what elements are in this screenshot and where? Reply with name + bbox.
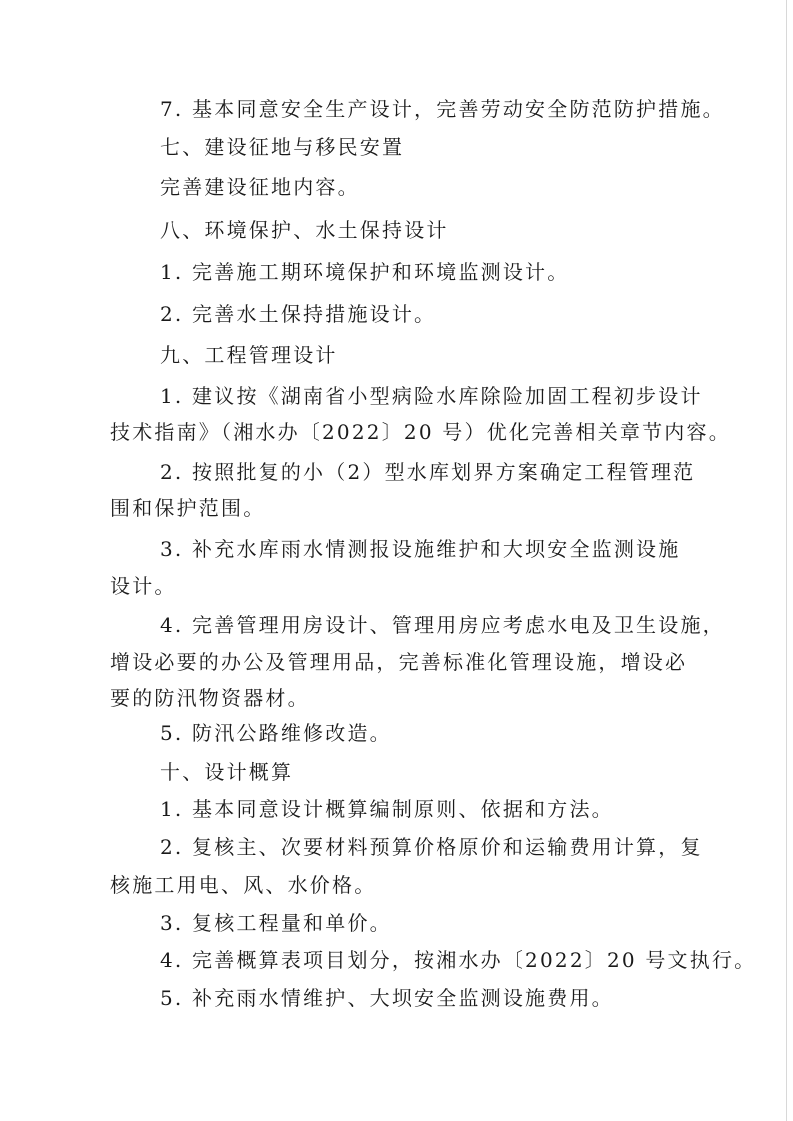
text-line: 要的防汛物资器材。 — [110, 686, 310, 710]
text-line: 5. 防汛公路维修改造。 — [160, 721, 392, 745]
section-heading: 八、环境保护、水土保持设计 — [160, 218, 449, 242]
text-line: 4. 完善概算表项目划分，按湘水办〔2022〕20 号文执行。 — [160, 948, 757, 972]
text-line: 增设必要的办公及管理用品，完善标准化管理设施，增设必 — [110, 650, 688, 674]
page-edge-divider — [786, 0, 787, 1121]
text-line: 2. 复核主、次要材料预算价格原价和运输费用计算，复 — [160, 835, 703, 859]
text-line: 5. 补充雨水情维护、大坝安全监测设施费用。 — [160, 986, 614, 1010]
text-line: 2. 按照批复的小（2）型水库划界方案确定工程管理范 — [160, 460, 696, 484]
text-line: 7. 基本同意安全生产设计，完善劳动安全防范防护措施。 — [160, 97, 725, 121]
section-heading: 七、建设征地与移民安置 — [160, 135, 405, 159]
text-line: 1. 基本同意设计概算编制原则、依据和方法。 — [160, 797, 614, 821]
text-line: 核施工用电、风、水价格。 — [110, 873, 377, 897]
text-line: 围和保护范围。 — [110, 496, 266, 520]
section-heading: 十、设计概算 — [160, 760, 294, 784]
text-line: 1. 完善施工期环境保护和环境监测设计。 — [160, 260, 570, 284]
text-line: 完善建设征地内容。 — [160, 175, 360, 199]
text-line: 设计。 — [110, 574, 177, 598]
text-line: 4. 完善管理用房设计、管理用房应考虑水电及卫生设施， — [160, 613, 725, 637]
text-line: 3. 复核工程量和单价。 — [160, 911, 392, 935]
text-line: 1. 建议按《湖南省小型病险水库除险加固工程初步设计 — [160, 384, 703, 408]
section-heading: 九、工程管理设计 — [160, 343, 338, 367]
text-line: 技术指南》（湘水办〔2022〕20 号）优化完善相关章节内容。 — [110, 420, 731, 444]
text-line: 2. 完善水土保持措施设计。 — [160, 302, 437, 326]
text-line: 3. 补充水库雨水情测报设施维护和大坝安全监测设施 — [160, 537, 681, 561]
